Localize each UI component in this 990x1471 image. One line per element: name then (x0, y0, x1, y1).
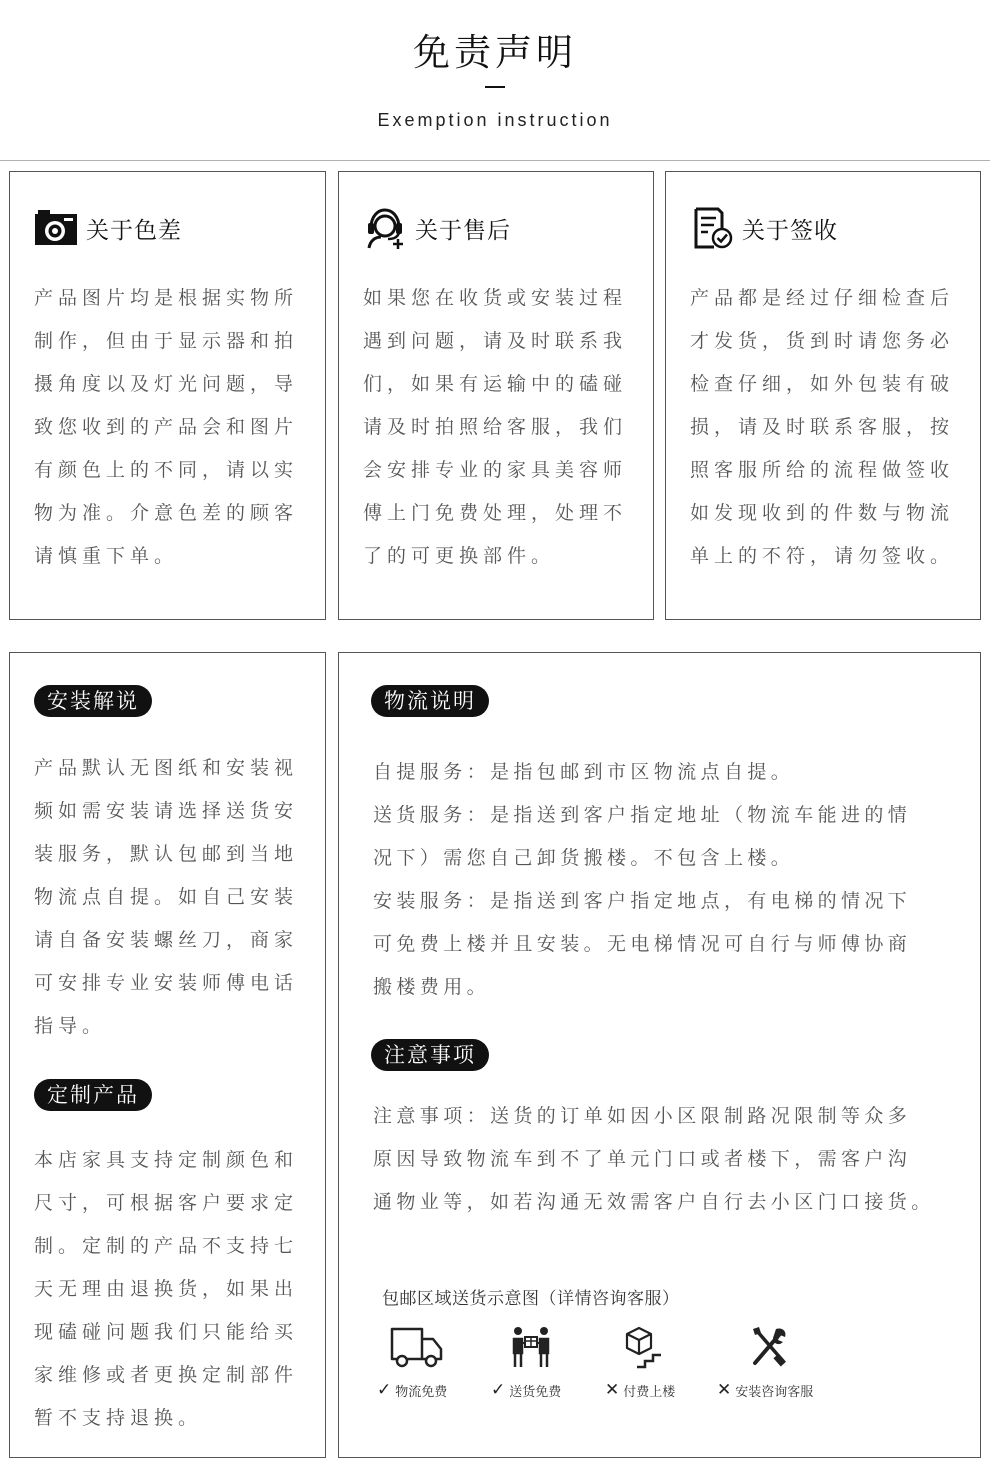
notes-line: 原因导致物流车到不了单元门口或者楼下，需客户沟 (373, 1148, 912, 1170)
check-icon: ✓ (377, 1380, 392, 1400)
card-line: 产品都是经过仔细检查后 (690, 287, 955, 309)
page-subtitle: Exemption instruction (377, 110, 613, 130)
card-line: 有颜色上的不同，请以实 (34, 459, 299, 481)
install-body (34, 747, 303, 1048)
custom-line: 暂不支持退换。 (34, 1407, 203, 1429)
logistics-line: 可免费上楼并且安装。无电梯情况可自行与师傅协商 (373, 933, 912, 955)
card-title: 关于售后 (415, 217, 511, 244)
install-line: 频如需安装请选择送货安 (34, 800, 299, 822)
delivery-person-icon (511, 1325, 551, 1369)
logistics-label-pill: 物流说明 (371, 685, 489, 717)
custom-line: 现磕碰问题我们只能给买 (34, 1321, 299, 1343)
logistics-line: 送货服务：是指送到客户指定地址（物流车能进的情 (373, 804, 912, 826)
card-line: 照客服所给的流程做签收 (690, 459, 955, 481)
logistics-panel (338, 652, 981, 1458)
install-line: 物流点自提。如自己安装 (34, 886, 299, 908)
card-line: 会安排专业的家具美容师 (363, 459, 628, 481)
check-icon: ✓ (491, 1380, 506, 1400)
title-divider (485, 86, 505, 88)
card-header (34, 204, 182, 252)
card-line: 们，如果有运输中的磕碰 (363, 373, 628, 395)
card-color-difference (9, 171, 326, 620)
card-line: 制作，但由于显示器和拍 (34, 330, 299, 352)
notes-label-pill: 注意事项 (371, 1039, 489, 1071)
card-line: 才发货，货到时请您务必 (690, 330, 955, 352)
delivery-status-item (377, 1381, 447, 1400)
card-line: 致您收到的产品会和图片 (34, 416, 299, 438)
cross-icon: ✕ (605, 1380, 620, 1400)
card-sign-for (665, 171, 981, 620)
customer-service-icon (363, 206, 407, 250)
logistics-line: 安装服务：是指送到客户指定地点，有电梯的情况下 (373, 890, 912, 912)
card-line: 如果您在收货或安装过程 (363, 287, 628, 309)
delivery-diagram-title: 包邮区域送货示意图（详情咨询客服） (382, 1289, 680, 1309)
cross-icon: ✕ (717, 1380, 732, 1400)
delivery-status-label: 送货免费 (509, 1385, 562, 1400)
camera-icon (34, 209, 78, 247)
card-line: 损，请及时联系客服，按 (690, 416, 955, 438)
card-body (363, 277, 631, 578)
custom-line: 制。定制的产品不支持七 (34, 1235, 299, 1257)
install-label-pill: 安装解说 (34, 685, 152, 717)
card-line: 检查仔细，如外包装有破 (690, 373, 955, 395)
card-title: 关于签收 (742, 217, 838, 244)
card-line: 傅上门免费处理，处理不 (363, 502, 628, 524)
card-line: 遇到问题，请及时联系我 (363, 330, 628, 352)
card-line: 单上的不符，请勿签收。 (690, 545, 955, 567)
document-check-icon (690, 206, 734, 250)
card-body (34, 277, 303, 578)
card-title: 关于色差 (86, 217, 182, 244)
custom-line: 尺寸，可根据客户要求定 (34, 1192, 299, 1214)
delivery-status-label: 安装咨询客服 (735, 1385, 814, 1400)
logistics-line: 自提服务：是指包邮到市区物流点自提。 (373, 761, 795, 783)
card-after-sales (338, 171, 654, 620)
notes-line: 通物业等，如若沟通无效需客户自行去小区门口接货。 (373, 1191, 935, 1213)
notes-line: 注意事项：送货的订单如因小区限制路况限制等众多 (373, 1105, 912, 1127)
delivery-status-item (605, 1381, 675, 1400)
install-custom-panel (9, 652, 326, 1458)
install-line: 装服务，默认包邮到当地 (34, 843, 299, 865)
delivery-status-item (717, 1381, 813, 1400)
install-line: 指导。 (34, 1015, 107, 1037)
install-line: 产品默认无图纸和安装视 (34, 757, 299, 779)
custom-line: 本店家具支持定制颜色和 (34, 1149, 299, 1171)
delivery-status-label: 物流免费 (395, 1385, 448, 1400)
header-rule (0, 160, 990, 161)
custom-line: 天无理由退换货，如果出 (34, 1278, 299, 1300)
logistics-line: 搬楼费用。 (373, 976, 491, 998)
delivery-status-item (491, 1381, 561, 1400)
install-line: 可安排专业安装师傅电话 (34, 972, 299, 994)
install-line: 请自备安装螺丝刀，商家 (34, 929, 299, 951)
card-header (363, 204, 511, 252)
custom-label-pill: 定制产品 (34, 1079, 152, 1111)
page-title: 免责声明 (413, 31, 577, 74)
tools-icon (749, 1325, 789, 1369)
card-line: 如发现收到的件数与物流 (690, 502, 955, 524)
stairs-box-icon (623, 1325, 665, 1369)
card-body (690, 277, 958, 578)
truck-icon (389, 1325, 445, 1369)
card-line: 摄角度以及灯光问题，导 (34, 373, 299, 395)
card-line: 产品图片均是根据实物所 (34, 287, 299, 309)
custom-line: 家维修或者更换定制部件 (34, 1364, 299, 1386)
card-line: 请及时拍照给客服，我们 (363, 416, 628, 438)
logistics-line: 况下）需您自己卸货搬楼。不包含上楼。 (373, 847, 795, 869)
card-line: 物为准。介意色差的顾客 (34, 502, 299, 524)
card-line: 请慎重下单。 (34, 545, 179, 567)
card-line: 了的可更换部件。 (363, 545, 556, 567)
delivery-status-label: 付费上楼 (623, 1385, 676, 1400)
custom-body (34, 1139, 303, 1440)
card-header (690, 204, 838, 252)
